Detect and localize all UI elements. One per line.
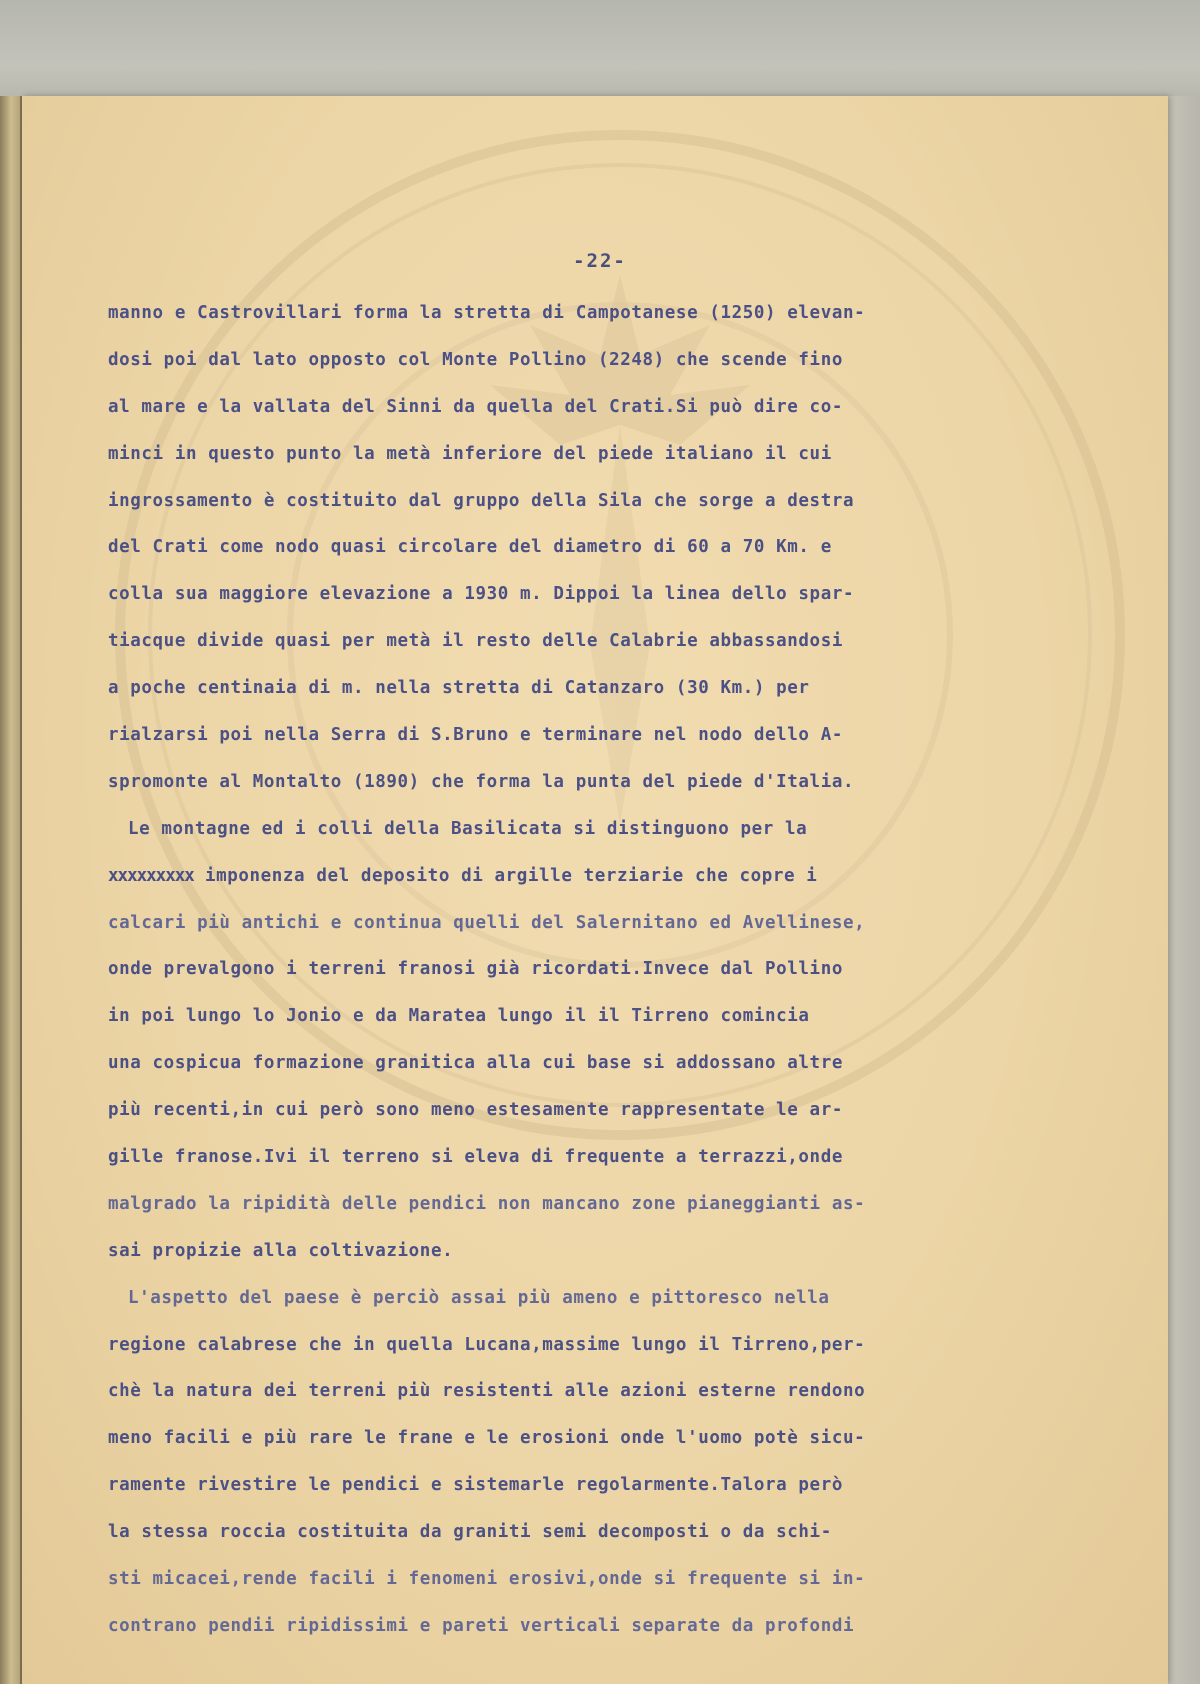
text-line: sti micacei,rende facili i fenomeni erosivi,onde si frequente si in- [108, 1569, 866, 1590]
text-line: calcari più antichi e continua quelli del Salernitano ed Avellinese, [108, 912, 866, 933]
text-line: meno facili e più rare le frane e le erosioni onde l'uomo potè sicu- [108, 1428, 866, 1449]
typed-text-body [108, 290, 1068, 1650]
text-line: minci in questo punto la metà inferiore del piede italiano il cui [108, 443, 832, 464]
text-line: ramente rivestire le pendici e sistemarle regolarmente.Talora però [108, 1475, 843, 1496]
struck-out-word: xxxxxxxxx [108, 865, 194, 886]
text-line: onde prevalgono i terreni franosi già ricordati.Invece dal Pollino [108, 959, 843, 980]
text-line-with-strikeout [108, 853, 1068, 900]
text-line: chè la natura dei terreni più resistenti alle azioni esterne rendono [108, 1381, 866, 1402]
text-line: gille franose.Ivi il terreno si eleva di frequente a terrazzi,onde [108, 1147, 843, 1168]
page-number: -22- [573, 250, 627, 272]
text-line: contrano pendii ripidissimi e pareti verticali separate da profondi [108, 1615, 855, 1636]
text-line: una cospicua formazione granitica alla cui base si addossano altre [108, 1053, 843, 1074]
text-line: sai propizie alla coltivazione. [108, 1240, 454, 1261]
cover-strip [0, 0, 1200, 96]
paragraph-start-line: Le montagne ed i colli della Basilicata si distinguono per la [128, 818, 808, 839]
text-line: colla sua maggiore elevazione a 1930 m. Dippoi la linea dello spar- [108, 584, 855, 605]
text-line: tiacque divide quasi per metà il resto delle Calabrie abbassandosi [108, 631, 843, 652]
text-line: malgrado la ripidità delle pendici non mancano zone pianeggianti as- [108, 1193, 866, 1214]
text-line: rialzarsi poi nella Serra di S.Bruno e terminare nel nodo dello A- [108, 725, 843, 746]
text-line: del Crati come nodo quasi circolare del diametro di 60 a 70 Km. e [108, 537, 832, 558]
facing-page-edge [0, 95, 22, 1684]
text-line: spromonte al Montalto (1890) che forma la punta del piede d'Italia. [108, 771, 855, 792]
text-line: manno e Castrovillari forma la stretta di Campotanese (1250) elevan- [108, 303, 866, 323]
text-line: regione calabrese che in quella Lucana,massime lungo il Tirreno,per- [108, 1334, 866, 1355]
text-line: più recenti,in cui però sono meno estesamente rappresentate le ar- [108, 1100, 843, 1121]
text-line: dosi poi dal lato opposto col Monte Pollino (2248) che scende fino [108, 349, 843, 370]
text-line: la stessa roccia costituita da graniti semi decomposti o da schi- [108, 1522, 832, 1543]
text-line: a poche centinaia di m. nella stretta di Catanzaro (30 Km.) per [108, 678, 810, 699]
text-line: in poi lungo lo Jonio e da Maratea lungo il il Tirreno comincia [108, 1006, 810, 1027]
text-line: ingrossamento è costituito dal gruppo della Sila che sorge a destra [108, 490, 855, 511]
text-line-rest: imponenza del deposito di argille terziarie che copre i [204, 865, 818, 886]
paragraph-start-line: L'aspetto del paese è perciò assai più ameno e pittoresco nella [128, 1287, 830, 1308]
text-line: al mare e la vallata del Sinni da quella del Crati.Si può dire co- [108, 396, 843, 417]
